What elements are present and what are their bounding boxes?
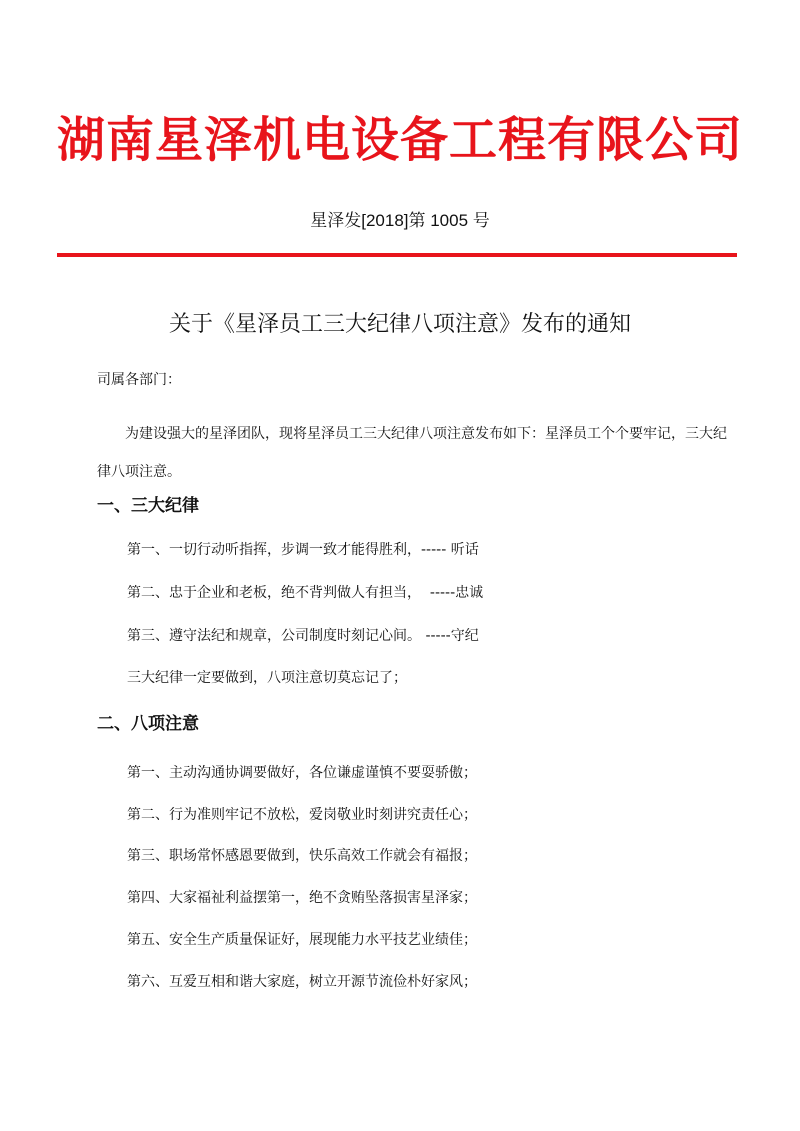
attention-item: 第四、大家福祉利益摆第一，绝不贪贿坠落损害星泽家； <box>127 890 477 906</box>
document-number: 星泽发[2018]第 1005 号 <box>310 211 490 230</box>
intro-paragraph: 为建设强大的星泽团队，现将星泽员工三大纪律八项注意发布如下：星泽员工个个要牢记，三大纪律八项注意。 <box>97 426 727 480</box>
addressee: 司属各部门： <box>97 372 181 388</box>
section-heading-discipline: 一、三大纪律 <box>97 496 199 516</box>
attention-item: 第六、互爱互相和谐大家庭，树立开源节流俭朴好家风； <box>127 974 477 990</box>
discipline-item: 第三、遵守法纪和规章，公司制度时刻记心间。 -----守纪 <box>127 628 479 644</box>
attention-item: 第五、安全生产质量保证好，展现能力水平技艺业绩佳； <box>127 932 477 948</box>
attention-item: 第二、行为准则牢记不放松，爱岗敬业时刻讲究责任心； <box>127 807 477 823</box>
attention-item: 第一、主动沟通协调要做好，各位谦虚谨慎不要耍骄傲； <box>127 765 477 781</box>
red-divider <box>57 253 737 257</box>
discipline-item: 第二、忠于企业和老板，绝不背判做人有担当， -----忠诚 <box>127 585 484 601</box>
section-heading-attention: 二、八项注意 <box>97 714 199 734</box>
notice-title: 关于《星泽员工三大纪律八项注意》发布的通知 <box>168 312 631 337</box>
company-name: 湖南星泽机电设备工程有限公司 <box>56 112 743 168</box>
attention-item: 第三、职场常怀感恩要做到，快乐高效工作就会有福报； <box>127 848 477 864</box>
discipline-item: 第一、一切行动听指挥，步调一致才能得胜利，----- 听话 <box>127 542 479 558</box>
discipline-closing: 三大纪律一定要做到，八项注意切莫忘记了； <box>127 670 407 686</box>
